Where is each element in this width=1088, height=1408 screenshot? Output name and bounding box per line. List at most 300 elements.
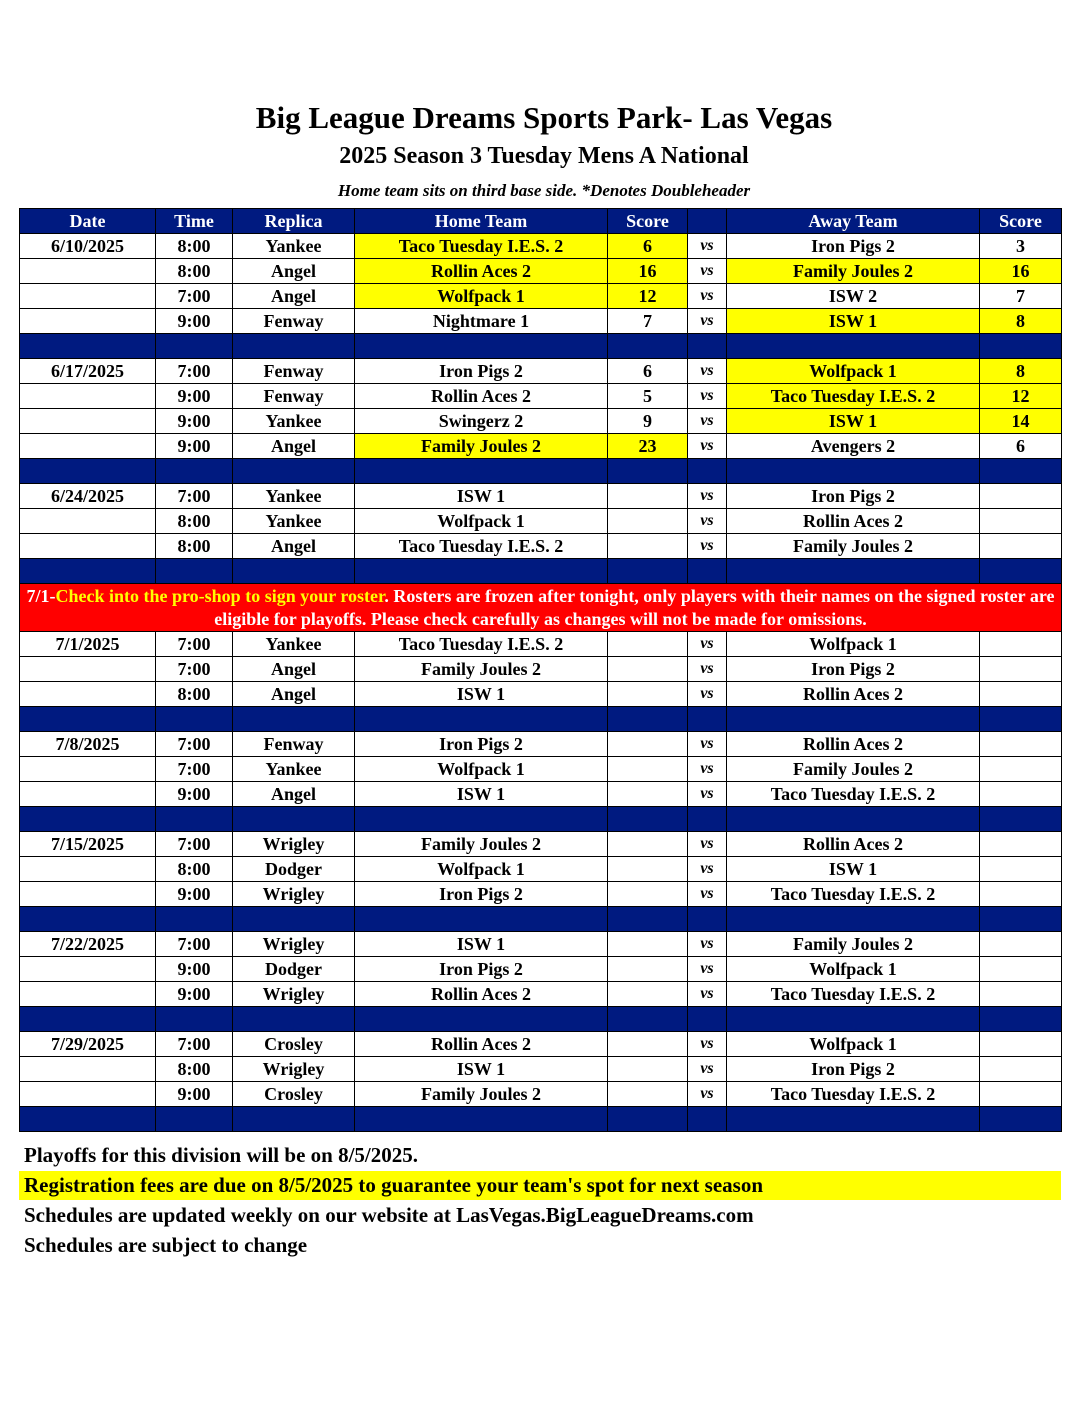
home-score-cell: [608, 1082, 688, 1107]
away-score-cell: 8: [980, 309, 1062, 334]
away-score-cell: [980, 882, 1062, 907]
table-row: [20, 932, 1062, 957]
replica-cell: Wrigley: [233, 832, 355, 857]
time-cell: 8:00: [156, 509, 233, 534]
replica-cell: Fenway: [233, 384, 355, 409]
table-row: [20, 359, 1062, 384]
time-cell: 9:00: [156, 882, 233, 907]
vs-cell: vs: [688, 957, 727, 982]
schedule-table: [19, 208, 1062, 1132]
time-cell: 7:00: [156, 1032, 233, 1057]
time-cell: 8:00: [156, 682, 233, 707]
replica-cell: Yankee: [233, 409, 355, 434]
away-team-cell: Iron Pigs 2: [727, 1057, 980, 1082]
separator-cell: [688, 1007, 727, 1032]
time-cell: 7:00: [156, 657, 233, 682]
away-score-cell: 8: [980, 359, 1062, 384]
away-score-cell: 16: [980, 259, 1062, 284]
separator-cell: [156, 459, 233, 484]
date-cell: [20, 982, 156, 1007]
time-cell: 8:00: [156, 259, 233, 284]
away-team-cell: Avengers 2: [727, 434, 980, 459]
separator-cell: [355, 559, 608, 584]
separator-cell: [980, 459, 1062, 484]
date-cell: [20, 1082, 156, 1107]
notice-lead: 7/1-: [26, 585, 56, 606]
home-score-cell: [608, 982, 688, 1007]
date-cell: 6/17/2025: [20, 359, 156, 384]
vs-cell: vs: [688, 1032, 727, 1057]
table-header-row: [20, 209, 1062, 234]
separator-cell: [727, 707, 980, 732]
home-score-cell: [608, 632, 688, 657]
date-cell: [20, 409, 156, 434]
date-cell: [20, 509, 156, 534]
table-row: [20, 857, 1062, 882]
separator-cell: [980, 1007, 1062, 1032]
away-team-cell: ISW 1: [727, 857, 980, 882]
separator-cell: [980, 1107, 1062, 1132]
time-cell: 8:00: [156, 857, 233, 882]
vs-cell: vs: [688, 657, 727, 682]
away-score-cell: 7: [980, 284, 1062, 309]
away-score-cell: [980, 534, 1062, 559]
replica-cell: Dodger: [233, 957, 355, 982]
vs-cell: vs: [688, 732, 727, 757]
away-score-cell: [980, 732, 1062, 757]
separator-cell: [727, 334, 980, 359]
playoffs-note: Playoffs for this division will be on 8/5/2025.: [24, 1143, 418, 1167]
replica-cell: Angel: [233, 657, 355, 682]
home-score-cell: 9: [608, 409, 688, 434]
home-team-cell: ISW 1: [355, 682, 608, 707]
away-score-cell: [980, 632, 1062, 657]
date-cell: [20, 284, 156, 309]
separator-cell: [980, 559, 1062, 584]
separator-cell: [980, 707, 1062, 732]
replica-cell: Yankee: [233, 757, 355, 782]
separator-cell: [233, 907, 355, 932]
time-cell: 7:00: [156, 359, 233, 384]
website-note: Schedules are updated weekly on our website at LasVegas.BigLeagueDreams.com: [24, 1203, 754, 1227]
away-score-cell: [980, 1032, 1062, 1057]
date-cell: [20, 259, 156, 284]
away-team-cell: Wolfpack 1: [727, 1032, 980, 1057]
separator-cell: [355, 1107, 608, 1132]
away-team-cell: Rollin Aces 2: [727, 682, 980, 707]
home-score-cell: 7: [608, 309, 688, 334]
separator-cell: [688, 707, 727, 732]
away-team-cell: Wolfpack 1: [727, 632, 980, 657]
home-team-cell: Iron Pigs 2: [355, 882, 608, 907]
separator-cell: [980, 907, 1062, 932]
table-row: [20, 832, 1062, 857]
separator-cell: [20, 334, 156, 359]
separator-cell: [20, 1107, 156, 1132]
vs-cell: vs: [688, 409, 727, 434]
separator-cell: [727, 559, 980, 584]
col-home-team: Home Team: [355, 209, 608, 234]
home-team-cell: Nightmare 1: [355, 309, 608, 334]
date-cell: [20, 309, 156, 334]
home-score-cell: [608, 857, 688, 882]
home-team-cell: Rollin Aces 2: [355, 384, 608, 409]
home-team-cell: Family Joules 2: [355, 657, 608, 682]
table-row: [20, 882, 1062, 907]
vs-cell: vs: [688, 832, 727, 857]
replica-cell: Angel: [233, 284, 355, 309]
away-team-cell: Family Joules 2: [727, 259, 980, 284]
table-row: [20, 982, 1062, 1007]
col-time: Time: [156, 209, 233, 234]
separator-cell: [20, 707, 156, 732]
col-date: Date: [20, 209, 156, 234]
time-cell: 8:00: [156, 1057, 233, 1082]
vs-cell: vs: [688, 882, 727, 907]
replica-cell: Angel: [233, 259, 355, 284]
date-cell: [20, 757, 156, 782]
time-cell: 9:00: [156, 384, 233, 409]
replica-cell: Wrigley: [233, 1057, 355, 1082]
away-score-cell: [980, 857, 1062, 882]
registration-note: Registration fees are due on 8/5/2025 to guarantee your team's spot for next season: [19, 1171, 1061, 1200]
separator-cell: [688, 1107, 727, 1132]
table-row: [20, 234, 1062, 259]
table-row: [20, 757, 1062, 782]
vs-cell: vs: [688, 234, 727, 259]
time-cell: 7:00: [156, 932, 233, 957]
date-cell: [20, 882, 156, 907]
separator-cell: [233, 1007, 355, 1032]
away-score-cell: [980, 484, 1062, 509]
table-row: [20, 732, 1062, 757]
home-score-cell: [608, 682, 688, 707]
replica-cell: Dodger: [233, 857, 355, 882]
home-team-cell: Rollin Aces 2: [355, 1032, 608, 1057]
away-score-cell: [980, 932, 1062, 957]
home-team-cell: Swingerz 2: [355, 409, 608, 434]
vs-cell: vs: [688, 434, 727, 459]
away-team-cell: Wolfpack 1: [727, 957, 980, 982]
table-row: [20, 384, 1062, 409]
replica-cell: Wrigley: [233, 882, 355, 907]
vs-cell: vs: [688, 384, 727, 409]
away-score-cell: [980, 657, 1062, 682]
vs-cell: vs: [688, 259, 727, 284]
separator-cell: [233, 1107, 355, 1132]
vs-cell: vs: [688, 757, 727, 782]
table-row: [20, 309, 1062, 334]
time-cell: 9:00: [156, 409, 233, 434]
separator-cell: [233, 559, 355, 584]
separator-cell: [727, 907, 980, 932]
separator-cell: [608, 807, 688, 832]
time-cell: 8:00: [156, 234, 233, 259]
home-team-cell: ISW 1: [355, 932, 608, 957]
away-team-cell: Taco Tuesday I.E.S. 2: [727, 384, 980, 409]
notice-text: . Rosters are frozen after tonight, only players with their names on the signed roster are eligible for playoffs. Please check carefully as changes will not be made for omissions.: [214, 585, 1055, 629]
away-score-cell: [980, 682, 1062, 707]
home-score-cell: [608, 932, 688, 957]
home-team-cell: Iron Pigs 2: [355, 957, 608, 982]
table-row: [20, 657, 1062, 682]
vs-cell: vs: [688, 534, 727, 559]
away-team-cell: Taco Tuesday I.E.S. 2: [727, 1082, 980, 1107]
week-separator: [20, 807, 1062, 832]
home-team-cell: Family Joules 2: [355, 434, 608, 459]
date-cell: [20, 782, 156, 807]
separator-cell: [20, 807, 156, 832]
date-cell: [20, 657, 156, 682]
time-cell: 9:00: [156, 309, 233, 334]
separator-cell: [688, 459, 727, 484]
time-cell: 7:00: [156, 284, 233, 309]
date-cell: [20, 857, 156, 882]
away-team-cell: Family Joules 2: [727, 757, 980, 782]
home-team-cell: Taco Tuesday I.E.S. 2: [355, 632, 608, 657]
time-cell: 7:00: [156, 632, 233, 657]
time-cell: 9:00: [156, 1082, 233, 1107]
separator-cell: [355, 334, 608, 359]
col-replica: Replica: [233, 209, 355, 234]
date-cell: [20, 682, 156, 707]
away-team-cell: Iron Pigs 2: [727, 234, 980, 259]
date-cell: 7/8/2025: [20, 732, 156, 757]
vs-cell: vs: [688, 682, 727, 707]
home-score-cell: [608, 484, 688, 509]
home-team-cell: Taco Tuesday I.E.S. 2: [355, 234, 608, 259]
home-score-cell: [608, 757, 688, 782]
header-note: Home team sits on third base side. *Denotes Doubleheader: [337, 181, 751, 200]
separator-cell: [233, 334, 355, 359]
replica-cell: Crosley: [233, 1032, 355, 1057]
separator-cell: [608, 907, 688, 932]
time-cell: 7:00: [156, 757, 233, 782]
separator-cell: [608, 1007, 688, 1032]
time-cell: 7:00: [156, 484, 233, 509]
replica-cell: Yankee: [233, 509, 355, 534]
home-score-cell: 23: [608, 434, 688, 459]
vs-cell: vs: [688, 1082, 727, 1107]
vs-cell: vs: [688, 857, 727, 882]
separator-cell: [156, 807, 233, 832]
away-score-cell: 3: [980, 234, 1062, 259]
date-cell: [20, 1057, 156, 1082]
home-score-cell: 12: [608, 284, 688, 309]
away-team-cell: Taco Tuesday I.E.S. 2: [727, 982, 980, 1007]
away-score-cell: [980, 509, 1062, 534]
separator-cell: [355, 459, 608, 484]
replica-cell: Yankee: [233, 484, 355, 509]
separator-cell: [233, 707, 355, 732]
home-team-cell: Iron Pigs 2: [355, 732, 608, 757]
away-team-cell: Family Joules 2: [727, 932, 980, 957]
home-score-cell: [608, 732, 688, 757]
home-score-cell: [608, 534, 688, 559]
away-score-cell: 14: [980, 409, 1062, 434]
date-cell: [20, 384, 156, 409]
table-row: [20, 409, 1062, 434]
week-separator: [20, 1007, 1062, 1032]
separator-cell: [688, 907, 727, 932]
week-separator: [20, 459, 1062, 484]
separator-cell: [727, 459, 980, 484]
vs-cell: vs: [688, 284, 727, 309]
separator-cell: [233, 459, 355, 484]
away-team-cell: Rollin Aces 2: [727, 732, 980, 757]
time-cell: 9:00: [156, 782, 233, 807]
home-score-cell: [608, 882, 688, 907]
week-separator: [20, 907, 1062, 932]
time-cell: 9:00: [156, 957, 233, 982]
home-score-cell: 5: [608, 384, 688, 409]
away-score-cell: 12: [980, 384, 1062, 409]
replica-cell: Fenway: [233, 359, 355, 384]
separator-cell: [980, 334, 1062, 359]
replica-cell: Angel: [233, 682, 355, 707]
vs-cell: vs: [688, 782, 727, 807]
separator-cell: [355, 1007, 608, 1032]
table-row: [20, 957, 1062, 982]
date-cell: [20, 434, 156, 459]
away-team-cell: Wolfpack 1: [727, 359, 980, 384]
home-team-cell: Wolfpack 1: [355, 284, 608, 309]
separator-cell: [608, 334, 688, 359]
roster-notice: [20, 584, 1062, 632]
separator-cell: [233, 807, 355, 832]
table-row: [20, 284, 1062, 309]
home-team-cell: Taco Tuesday I.E.S. 2: [355, 534, 608, 559]
week-separator: [20, 334, 1062, 359]
time-cell: 7:00: [156, 732, 233, 757]
separator-cell: [20, 907, 156, 932]
page-subtitle: 2025 Season 3 Tuesday Mens A National: [339, 143, 749, 169]
replica-cell: Angel: [233, 782, 355, 807]
table-row: [20, 682, 1062, 707]
week-separator: [20, 559, 1062, 584]
separator-cell: [20, 559, 156, 584]
table-row: [20, 484, 1062, 509]
replica-cell: Fenway: [233, 732, 355, 757]
vs-cell: vs: [688, 1057, 727, 1082]
replica-cell: Wrigley: [233, 932, 355, 957]
home-score-cell: [608, 1032, 688, 1057]
time-cell: 9:00: [156, 434, 233, 459]
table-row: [20, 1057, 1062, 1082]
col-home-score: Score: [608, 209, 688, 234]
date-cell: 7/1/2025: [20, 632, 156, 657]
away-team-cell: ISW 1: [727, 409, 980, 434]
date-cell: 6/10/2025: [20, 234, 156, 259]
date-cell: 7/15/2025: [20, 832, 156, 857]
separator-cell: [355, 907, 608, 932]
separator-cell: [727, 1007, 980, 1032]
away-score-cell: [980, 757, 1062, 782]
roster-notice-row: [20, 584, 1062, 632]
home-team-cell: ISW 1: [355, 484, 608, 509]
table-row: [20, 434, 1062, 459]
home-team-cell: ISW 1: [355, 1057, 608, 1082]
table-row: [20, 1032, 1062, 1057]
home-team-cell: Family Joules 2: [355, 832, 608, 857]
home-score-cell: [608, 957, 688, 982]
away-team-cell: ISW 2: [727, 284, 980, 309]
date-cell: 7/22/2025: [20, 932, 156, 957]
away-score-cell: [980, 957, 1062, 982]
replica-cell: Wrigley: [233, 982, 355, 1007]
home-team-cell: Rollin Aces 2: [355, 982, 608, 1007]
away-team-cell: Family Joules 2: [727, 534, 980, 559]
vs-cell: vs: [688, 309, 727, 334]
date-cell: [20, 534, 156, 559]
away-score-cell: [980, 1057, 1062, 1082]
away-team-cell: Rollin Aces 2: [727, 509, 980, 534]
separator-cell: [608, 559, 688, 584]
week-separator: [20, 1107, 1062, 1132]
separator-cell: [355, 707, 608, 732]
table-row: [20, 1082, 1062, 1107]
replica-cell: Yankee: [233, 632, 355, 657]
change-note: Schedules are subject to change: [24, 1233, 308, 1257]
away-score-cell: [980, 832, 1062, 857]
home-team-cell: Iron Pigs 2: [355, 359, 608, 384]
vs-cell: vs: [688, 982, 727, 1007]
separator-cell: [688, 334, 727, 359]
col-away-score: Score: [980, 209, 1062, 234]
away-score-cell: [980, 982, 1062, 1007]
table-row: [20, 632, 1062, 657]
vs-cell: vs: [688, 509, 727, 534]
vs-cell: vs: [688, 484, 727, 509]
home-score-cell: [608, 1057, 688, 1082]
replica-cell: Angel: [233, 434, 355, 459]
time-cell: 9:00: [156, 982, 233, 1007]
separator-cell: [727, 1107, 980, 1132]
notice-highlight: Check into the pro-shop to sign your roster: [55, 585, 385, 606]
table-row: [20, 782, 1062, 807]
replica-cell: Crosley: [233, 1082, 355, 1107]
vs-cell: vs: [688, 359, 727, 384]
separator-cell: [156, 907, 233, 932]
separator-cell: [20, 459, 156, 484]
replica-cell: Angel: [233, 534, 355, 559]
vs-cell: vs: [688, 932, 727, 957]
home-score-cell: [608, 509, 688, 534]
separator-cell: [156, 1007, 233, 1032]
replica-cell: Fenway: [233, 309, 355, 334]
away-team-cell: Taco Tuesday I.E.S. 2: [727, 782, 980, 807]
away-team-cell: Rollin Aces 2: [727, 832, 980, 857]
away-team-cell: Iron Pigs 2: [727, 484, 980, 509]
away-team-cell: ISW 1: [727, 309, 980, 334]
away-team-cell: Taco Tuesday I.E.S. 2: [727, 882, 980, 907]
home-score-cell: 6: [608, 359, 688, 384]
vs-cell: vs: [688, 632, 727, 657]
away-score-cell: [980, 782, 1062, 807]
col-away-team: Away Team: [727, 209, 980, 234]
separator-cell: [156, 707, 233, 732]
home-score-cell: [608, 657, 688, 682]
separator-cell: [608, 459, 688, 484]
home-team-cell: ISW 1: [355, 782, 608, 807]
date-cell: [20, 957, 156, 982]
home-team-cell: Rollin Aces 2: [355, 259, 608, 284]
table-row: [20, 509, 1062, 534]
home-team-cell: Wolfpack 1: [355, 857, 608, 882]
time-cell: 8:00: [156, 534, 233, 559]
separator-cell: [980, 807, 1062, 832]
page-title: Big League Dreams Sports Park- Las Vegas: [255, 100, 833, 135]
